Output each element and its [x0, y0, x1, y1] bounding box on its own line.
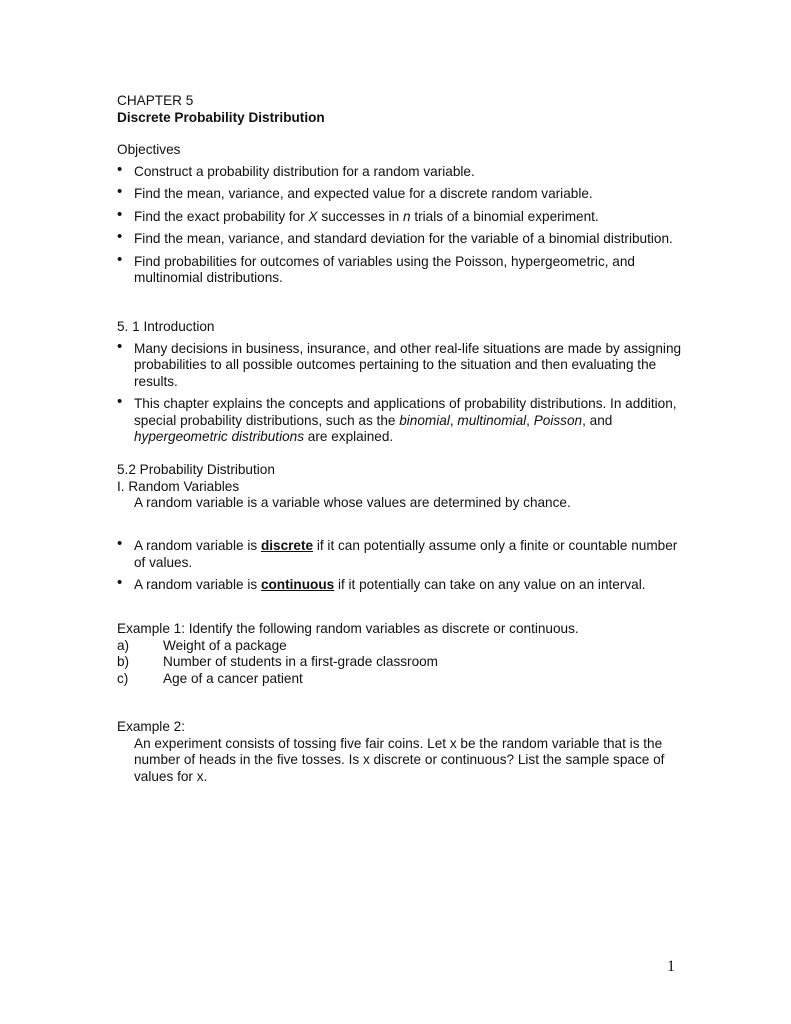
chapter-header [117, 93, 687, 126]
bullet-icon: • [117, 393, 123, 410]
item-text: Weight of a package [163, 637, 287, 653]
objective-item [117, 228, 687, 248]
introduction-section [117, 319, 687, 446]
definition-text: if it can potentially assume only a finite or countable number of values. [134, 538, 678, 570]
term-discrete: discrete [260, 538, 314, 553]
introduction-text: This chapter explains the concepts and applications of probability distributions. In addition, special probability distributions, such as the [134, 396, 677, 428]
introduction-item [117, 393, 687, 446]
introduction-text: Many decisions in business, insurance, and other real-life situations are made by assigning probabilities to all possible outcomes pertaining to the situation and then evaluating the results. [134, 340, 682, 389]
item-letter: a) [117, 637, 130, 653]
definition-text: A random variable is [134, 577, 261, 592]
objective-text: Find the exact probability for [134, 208, 309, 224]
random-variable-definition: A random variable is a variable whose values are determined by chance. [134, 495, 571, 510]
term-hypergeometric: hypergeometric distributions [134, 429, 305, 444]
introduction-text: , [449, 412, 458, 428]
bullet-icon: • [117, 250, 123, 268]
objective-text: trials of a binomial experiment. [410, 208, 599, 224]
example-item [117, 671, 687, 688]
bullet-icon: • [117, 337, 123, 355]
subsection-heading: I. Random Variables [117, 478, 240, 494]
chapter-title: Discrete Probability Distribution [117, 109, 325, 125]
objective-item [117, 250, 687, 287]
term-poisson: Poisson [533, 412, 583, 428]
example-item [117, 654, 687, 671]
bullet-icon: • [117, 205, 123, 223]
item-letter: c) [117, 670, 129, 686]
objectives-section [117, 142, 687, 287]
introduction-text: are explained. [304, 429, 394, 444]
term-binomial: binomial [399, 412, 450, 428]
introduction-item [117, 337, 687, 391]
bullet-icon: • [117, 574, 123, 591]
example-item [117, 638, 687, 655]
bullet-icon: • [117, 535, 123, 552]
objective-item [117, 160, 687, 181]
objectives-heading: Objectives [117, 142, 181, 157]
example-1 [117, 621, 687, 687]
bullet-icon: • [117, 228, 123, 245]
example-1-title: Example 1: Identify the following random variables as discrete or continuous. [117, 621, 579, 636]
chapter-label: CHAPTER 5 [117, 93, 194, 108]
item-text: Age of a cancer patient [163, 670, 303, 686]
objective-text-italic: n [403, 208, 411, 224]
bullet-icon: • [117, 160, 123, 178]
objective-text: Find the mean, variance, and standard deviation for the variable of a binomial distribution. [134, 231, 673, 246]
variable-types-section [117, 533, 687, 594]
objectives-list [117, 160, 687, 287]
objective-text: Find probabilities for outcomes of variables using the Poisson, hypergeometric, and multinomial distributions. [134, 253, 635, 285]
objective-text: successes in [317, 208, 403, 224]
section-heading: 5.2 Probability Distribution [117, 462, 275, 477]
objective-text: Find the mean, variance, and expected value for a discrete random variable. [134, 186, 593, 201]
bullet-icon: • [117, 183, 123, 200]
term-multinomial: multinomial [457, 412, 527, 428]
item-letter: b) [117, 654, 130, 669]
objective-text-italic: X [308, 208, 318, 224]
term-continuous: continuous [260, 577, 335, 592]
introduction-list [117, 337, 687, 446]
probability-distribution-section [117, 462, 687, 512]
variable-types-list [117, 535, 687, 594]
objective-text: Construct a probability distribution for a random variable. [134, 163, 475, 179]
definition-text: A random variable is [134, 538, 261, 553]
page-number: 1 [667, 958, 675, 975]
item-text: Number of students in a first-grade classroom [163, 654, 439, 669]
example-2-title: Example 2: [117, 719, 186, 734]
example-2 [117, 719, 687, 785]
discrete-definition [117, 535, 687, 571]
introduction-text: , [526, 412, 534, 428]
example-2-text: An experiment consists of tossing five fair coins. Let x be the random variable that is the number of heads in the five tosses. Is x discrete or continuous? List the sample space of values for x. [134, 735, 665, 784]
objective-item [117, 205, 687, 226]
definition-text: if it potentially can take on any value on an interval. [334, 577, 646, 592]
continuous-definition [117, 574, 687, 594]
objective-item [117, 183, 687, 203]
introduction-text: , and [582, 412, 613, 428]
introduction-heading: 5. 1 Introduction [117, 319, 215, 334]
